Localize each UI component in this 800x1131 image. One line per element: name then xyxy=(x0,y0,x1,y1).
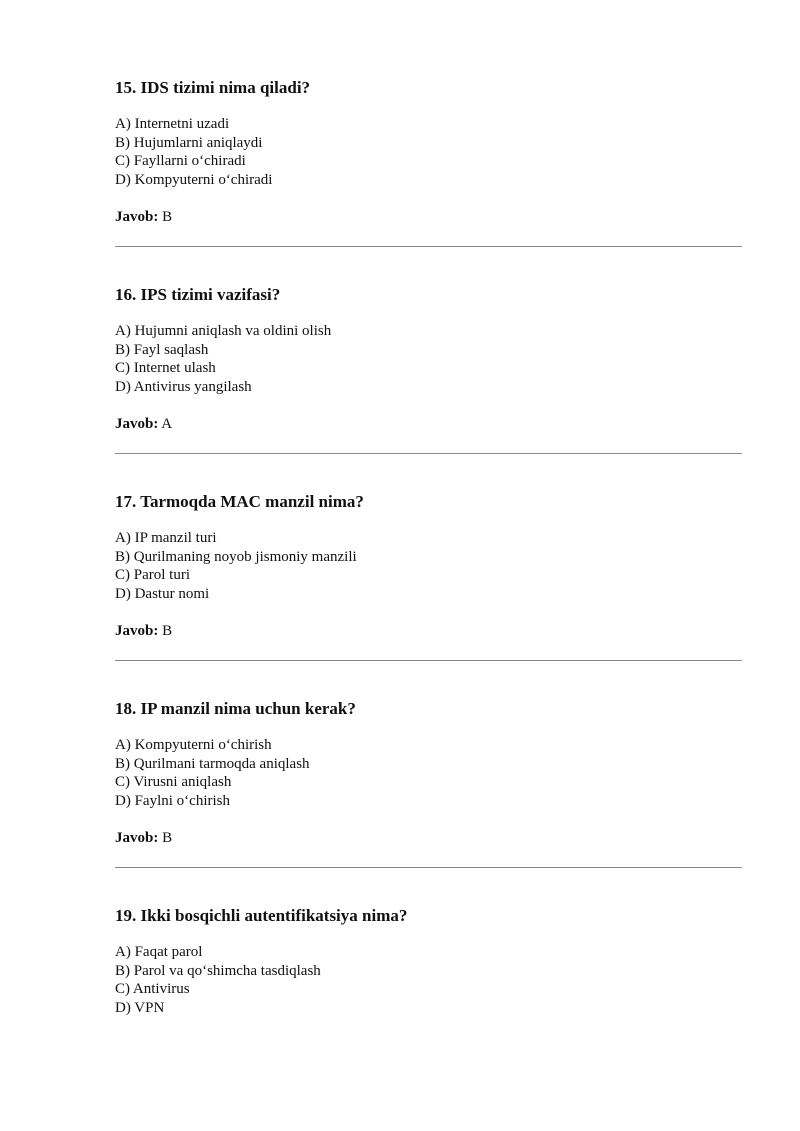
option-c: C) Internet ulash xyxy=(115,360,216,377)
divider xyxy=(115,867,742,868)
answer-value: B xyxy=(158,830,173,846)
option-a: A) Internetni uzadi xyxy=(115,116,230,132)
answer-line xyxy=(115,829,172,847)
answer-line xyxy=(115,415,172,433)
divider xyxy=(115,660,742,661)
divider xyxy=(115,453,742,454)
question-title: 16. IPS tizimi vazifasi? xyxy=(115,285,281,304)
option-c: C) Parol turi xyxy=(115,567,190,584)
answer-line xyxy=(115,208,172,226)
option-a: A) Hujumni aniqlash va oldini olish xyxy=(115,323,332,339)
options-list xyxy=(115,322,331,396)
answer-label: Javob: xyxy=(115,623,159,639)
option-a: A) IP manzil turi xyxy=(115,530,217,546)
option-d: D) Kompyuterni o‘chiradi xyxy=(115,171,273,188)
option-b: B) Fayl saqlash xyxy=(115,341,209,358)
answer-value: B xyxy=(158,209,173,225)
answer-label: Javob: xyxy=(115,209,159,225)
option-d: D) Dastur nomi xyxy=(115,585,210,602)
answer-value: A xyxy=(158,416,173,432)
option-b: B) Qurilmaning noyob jismoniy manzili xyxy=(115,548,357,565)
question-title: 18. IP manzil nima uchun kerak? xyxy=(115,699,356,718)
answer-label: Javob: xyxy=(115,830,159,846)
answer-value: B xyxy=(158,623,173,639)
answer-line xyxy=(115,622,172,640)
question-title: 15. IDS tizimi nima qiladi? xyxy=(115,78,311,97)
options-list xyxy=(115,943,321,1017)
option-d: D) VPN xyxy=(115,999,165,1016)
divider xyxy=(115,246,742,247)
options-list xyxy=(115,736,310,810)
option-a: A) Faqat parol xyxy=(115,944,203,960)
option-d: D) Faylni o‘chirish xyxy=(115,792,230,809)
option-b: B) Parol va qo‘shimcha tasdiqlash xyxy=(115,962,321,979)
option-c: C) Virusni aniqlash xyxy=(115,774,232,791)
question-title: 19. Ikki bosqichli autentifikatsiya nima? xyxy=(115,906,408,925)
options-list xyxy=(115,115,272,189)
option-c: C) Antivirus xyxy=(115,981,190,998)
option-c: C) Fayllarni o‘chiradi xyxy=(115,153,246,170)
options-list xyxy=(115,529,357,603)
option-a: A) Kompyuterni o‘chirish xyxy=(115,737,272,753)
question-title: 17. Tarmoqda MAC manzil nima? xyxy=(115,492,364,511)
option-d: D) Antivirus yangilash xyxy=(115,378,252,395)
option-b: B) Hujumlarni aniqlaydi xyxy=(115,134,263,151)
answer-label: Javob: xyxy=(115,416,159,432)
option-b: B) Qurilmani tarmoqda aniqlash xyxy=(115,755,310,772)
